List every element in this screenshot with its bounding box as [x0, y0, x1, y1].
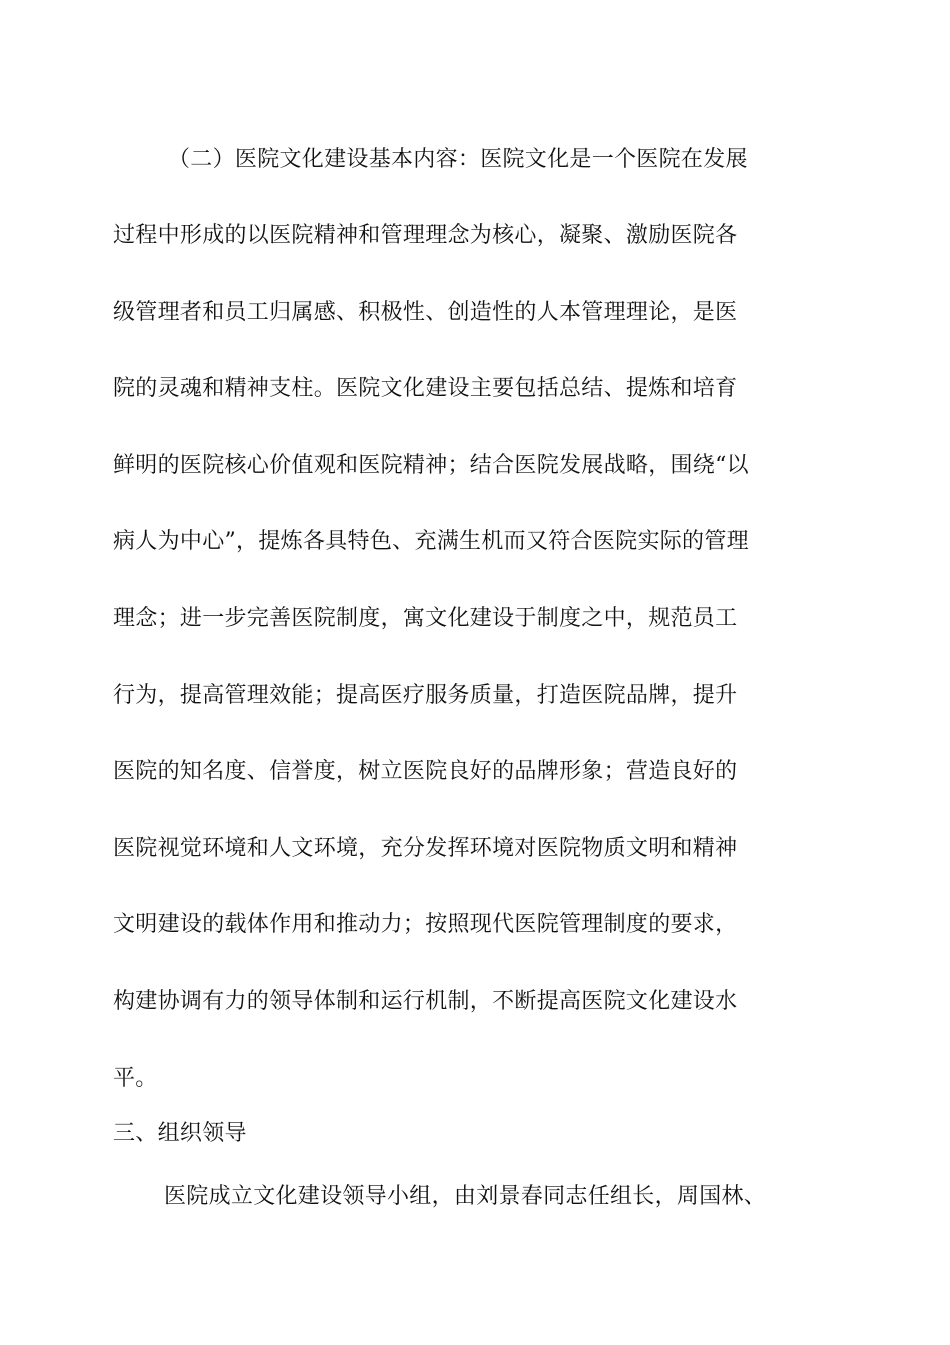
paragraph-line: 病人为中心”，提炼各具特色、充满生机而又符合医院实际的管理: [113, 529, 749, 554]
paragraph-line: 构建协调有力的领导体制和运行机制，不断提高医院文化建设水: [113, 989, 738, 1014]
paragraph-line: 医院的知名度、信誉度，树立医院良好的品牌形象；营造良好的: [113, 759, 738, 784]
paragraph-line: 理念；进一步完善医院制度，寓文化建设于制度之中，规范员工: [113, 606, 738, 631]
paragraph-line: 医院成立文化建设领导小组，由刘景春同志任组长，周国林、: [164, 1184, 767, 1209]
paragraph-line: 院的灵魂和精神支柱。医院文化建设主要包括总结、提炼和培育: [113, 376, 738, 401]
paragraph-line: 过程中形成的以医院精神和管理理念为核心，凝聚、激励医院各: [113, 223, 738, 248]
paragraph-line: 级管理者和员工归属感、积极性、创造性的人本管理理论，是医: [113, 300, 738, 325]
section-heading: 三、组织领导: [113, 1121, 247, 1146]
paragraph-line: 平。: [113, 1066, 158, 1091]
paragraph-line: （二）医院文化建设基本内容：医院文化是一个医院在发展: [168, 147, 748, 172]
paragraph-line: 鲜明的医院核心价值观和医院精神；结合医院发展战略，围绕“以: [113, 453, 749, 478]
paragraph-line: 医院视觉环境和人文环境，充分发挥环境对医院物质文明和精神: [113, 836, 738, 861]
paragraph-line: 行为，提高管理效能；提高医疗服务质量，打造医院品牌，提升: [113, 683, 738, 708]
paragraph-line: 文明建设的载体作用和推动力；按照现代医院管理制度的要求，: [113, 912, 738, 937]
